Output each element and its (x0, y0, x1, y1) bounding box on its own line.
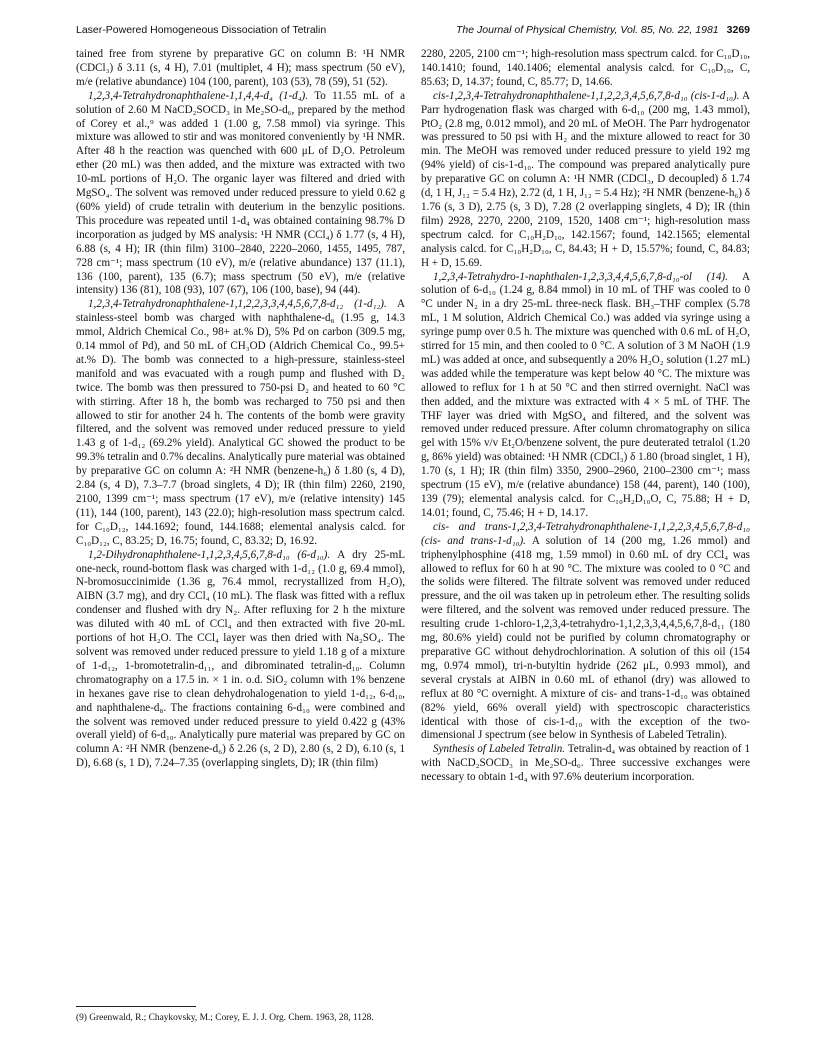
paragraph (76, 549, 405, 772)
footnote-rule (76, 1006, 196, 1007)
journal-citation (456, 24, 750, 36)
paragraph (76, 90, 405, 299)
paragraph-text: To 11.55 mL of a solution of 2.60 M NaCD₂SOCD₃ in Me₂SO-d₆, prepared by the method of Corey et al.,⁹ was added 1 (1.00 g, 7.58 mmol) via syringe. This mixture was allowed to stir and was monitored conveniently by ¹H NMR. After 48 h the reaction was quenched with 600 μL of D₂O. Petroleum ether (20 mL) was then added, and the mixture was extracted with two 10-mL portions of H₂O. The organic layer was filtered and dried with MgSO₄. The solvent was removed under reduced pressure to yield 0.62 g (60% yield) of crude tetralin with deuterium in the benzylic positions. This procedure was repeated until 1-d₄ was obtained containing 98.7% D incorporation as judged by MS analysis: ¹H NMR (CCl₄) δ 1.77 (s, 4 H), 6.88 (s, 4 H); IR (thin film) 3100–2840, 2220–2060, 1455, 1495, 787, 728 cm⁻¹; mass spectrum (10 eV), m/e (relative abundance) 137 (11.1), 136 (100, parent), 135 (6.7); mass spectrum (50 eV), m/e (relative intensity) 136 (81), 108 (93), 107 (67), 106 (100, base), 94 (44). (76, 89, 405, 297)
paragraph-text: 2280, 2205, 2100 cm⁻¹; high-resolution mass spectrum calcd. for C₁₀D₁₀, 140.1410; found, 140.1406; elemental analysis calcd. for C₁₀D₁₀, C, 85.63; D, 14.37; found, C, 85.77; D, 14.66. (421, 48, 750, 88)
paragraph-text: Tetralin-d₄ was obtained by reaction of 1 with NaCD₂SOCD₃ in Me₂SO-d₆. Three successive exchanges were necessary to obtain 1-d₄ with 97.6% deuterium incorporation. (421, 743, 751, 784)
footnote: (9) Greenwald, R.; Chaykovsky, M.; Corey, E. J. J. Org. Chem. 1963, 28, 1128. (76, 1013, 374, 1023)
right-column (421, 48, 750, 1008)
paragraph-title: cis-1,2,3,4-Tetrahydronaphthalene-1,1,2,2,3,4,5,6,7,8-d₁₀ (cis-1-d₁₀). (433, 89, 740, 102)
paragraph (76, 298, 405, 548)
paragraph (421, 271, 750, 521)
paragraph (421, 743, 750, 785)
paragraph-title: Synthesis of Labeled Tetralin. (433, 743, 566, 756)
running-title: Laser-Powered Homogeneous Dissociation of Tetralin (76, 24, 327, 36)
running-head (76, 24, 750, 40)
paragraph (421, 521, 750, 744)
paragraph-title: 1,2,3,4-Tetrahydronaphthalene-1,1,4,4-d₄ (1-d₄). (88, 89, 309, 102)
paragraph (421, 90, 750, 271)
paragraph-text: A solution of 6-d₁₀ (1.24 g, 8.84 mmol) in 10 mL of THF was cooled to 0 °C under N₂ in a dry 25-mL three-neck flask. BH₃–THF complex (5.78 mL, 1 M solution, Aldrich Chemical Co.) was added via syringe using a syringe pump over 0.5 h. The mixture was quenched with 0.6 mL of H₂O, stirred for 15 min, and then cooled to 0 °C. A solution of 3 M NaOH (1.9 mL) was added at once, and subsequently a 20% H₂O₂ solution (1.27 mL) was added while the temperature was kept below 40 °C. The mixture was allowed to reflux for 1 h at 50 °C and then stirred overnight. NaCl was then added, and the mixture was extracted with 4 × 5 mL of THF. The THF layer was dried with MgSO₄ and filtered, and the solvent was removed under reduced pressure. After column chromatography on silica gel with 15% v/v Et₂O/benzene solvent, the pure deuterated tetralol (1.20 g, 86% yield) was obtained: ¹H NMR (CDCl₃) δ 1.80 (broad singlet, 1 H), 1.70 (s, 1 H); IR (thin film) 3350, 2900–2960, 2100–2300 cm⁻¹; mass spectrum (15 eV), m/e (relative abundance) 158 (44, parent), 140 (100), 139 (79); elemental analysis calcd. for C₁₀H₂D₁₀O, C, 75.88; H + D, 14.01; found, C, 75.46; H + D, 14.17. (421, 270, 750, 519)
journal-name: The Journal of Physical Chemistry, Vol. 85, No. 22, 1981 (456, 24, 719, 36)
paragraph-text: A dry 25-mL one-neck, round-bottom flask was charged with 1-d₁₂ (1.0 g, 69.4 mmol), N-bromosuccinimide (1.36 g, 76.4 mmol, recrystallized from H₂O), AIBN (3.7 mg), and dry CCl₄ (10 mL). The flask was fitted with a reflux condenser and flushed with dry N₂. After refluxing for 2 h the mixture was diluted with 40 mL of CCl₄ and then extracted with five 20-mL portions of hot H₂O. The CCl₄ layer was then dried with Na₂SO₄. The solvent was removed under reduced pressure to yield 1.18 g of a mixture of 1-d₁₂, 1-bromotetralin-d₁₁, and dibrominated tetralin-d₁₀. Column chromatography on a 17.5 in. × 1 in. o.d. SiO₂ column with 1% benzene in hexanes gave rise to clean dehydrohalogenation to yield 1-d₁₂, 6-d₁₀, and naphthalene-d₈. The fractions containing 6-d₁₀ were combined and the solvent was removed under reduced pressure to yield 0.422 g (43% overall yield) of 6-d₁₀. Analytically pure material was prepared by GC on column A: ²H NMR (benzene-d₆) δ 2.26 (s, 2 D), 2.80 (s, 2 D), 6.10 (s, 1 D), 6.68 (s, 1 D), 7.24–7.35 (overlapping singlets, D); IR (thin film) (76, 548, 405, 770)
paragraph-text: A solution of 14 (200 mg, 1.26 mmol) and triphenylphosphine (418 mg, 1.59 mmol) in 0.60 mL of dry CCl₄ was allowed to reflux for 60 h at 90 °C. The mixture was cooled to 0 °C and the solids were filtered. The filtrate solvent was removed under reduced pressure, and the oil was taken up in petroleum ether. The resulting solids were filtered, and the solvent was removed under reduced pressure. The resulting crude 1-chloro-1,2,3,4-tetrahydro-1,1,2,3,3,4,4,5,6,7,8-d₁₁ (180 mg, 80.6% yield) could not be purified by column chromatography or preparative GC without dehydrochlorination. A solution of this oil (154 mg, 0.974 mmol), tri-n-butyltin hydride (262 μL, 0.993 mmol), and several crystals at AIBN in 0.60 mL of ethanol (dry) was allowed to reflux at 80 °C overnight. A mixture of cis- and trans-1-d₁₀ was obtained (82% yield, 66% overall yield) with spectroscopic characteristics identical with those of cis-1-d₁₀ with the exception of the two-dimensional J spectrum (see below in Synthesis of Labeled Tetralin). (421, 534, 750, 742)
page-number: 3269 (726, 24, 750, 36)
paragraph-text: tained free from styrene by preparative GC on column B: ¹H NMR (CDCl₃) δ 3.11 (s, 4 H), 7.01 (multiplet, 4 H); mass spectrum (50 eV), m/e (relative abundance) 104 (100, parent), 103 (53), 78 (59), 51 (52). (76, 48, 405, 88)
paragraph (76, 48, 405, 90)
left-column (76, 48, 405, 1000)
paragraph-text: A stainless-steel bomb was charged with naphthalene-d₈ (1.95 g, 14.3 mmol, Aldrich Chemical Co., 98+ at.% D), 5% Pd on carbon (309.5 mg, 0.14 mmol of Pd), and 50 mL of CH₃OD (Aldrich Chemical Co., 99.5+ at.% D). The bomb was connected to a high-pressure, stainless-steel manifold and was evacuated with a rough pump and flushed with D₂ twice. The bomb was then pressured to 750-psi D₂ and heated to 60 °C with stirring. After 18 h, the bomb was recharged to 750 psi and then allowed to stir for another 24 h. The contents of the bomb were gravity filtered, and the solvent was removed under reduced pressure to yield 1.43 g of 1-d₁₂ (69.2% yield). Analytical GC showed the product to be 99.3% tetralin and 0.7% decalins. Analytically pure material was obtained by preparative GC on column A: ²H NMR (benzene-h₆) δ 1.80 (s, 4 D), 2.84 (s, 4 D), 7.3–7.7 (broad singlets, 4 D); IR (thin film) 2260, 2190, 2100, 1399 cm⁻¹; mass spectrum (17 eV), m/e (relative intensity) 145 (11), 144 (100, parent), 143 (22.0); high-resolution mass spectrum calcd. for C₁₀D₁₂, 144.1692; found, 144.1688; elemental analysis calcd. for C₁₀D₁₂, C, 83.25; D, 16.75; found, C, 83.32; D, 16.92. (76, 298, 406, 547)
paragraph-title: 1,2,3,4-Tetrahydronaphthalene-1,1,2,2,3,3,4,4,5,6,7,8-d₁₂ (1-d₁₂). (88, 298, 387, 311)
paragraph-text: A Parr hydrogenation flask was charged with 6-d₁₀ (200 mg, 1.43 mmol), PtO₂ (2.8 mg, 0.012 mmol), and 20 mL of MeOH. The Parr hydrogenator was pressured to 50 psi with H₂ and the mixture allowed to react for 30 min. The MeOH was removed under reduced pressure to yield 192 mg (94% yield) of cis-1-d₁₀. The compound was prepared analytically pure by preparative GC on column A: ¹H NMR (CDCl₃, D decoupled) δ 1.74 (d, 1 H, J₁₂ = 5.4 Hz), 2.72 (d, 1 H, J₁₂ = 5.4 Hz); ²H NMR (benzene-h₆) δ 1.76 (s, 3 D), 2.75 (s, 3 D), 7.28 (2 overlapping singlets, 4 D); IR (thin film) 2928, 2270, 2200, 2109, 1520, 1408 cm⁻¹; high-resolution mass spectrum calcd. for C₁₀H₂D₁₀, 142.1567; found, 142.1565; elemental analysis calcd. for C₁₀H₂D₁₀, C, 84.43; H + D, 15.57%; found, C, 84.83; H + D, 15.69. (421, 89, 750, 269)
paragraph (421, 48, 750, 90)
paragraph-title: 1,2,3,4-Tetrahydro-1-naphthalen-1,2,3,3,4,4,5,6,7,8-d₁₀-ol (14). (433, 270, 728, 283)
paragraph-title: 1,2-Dihydronaphthalene-1,1,2,3,4,5,6,7,8-d₁₀ (6-d₁₀). (88, 548, 331, 561)
paragraph-title: cis- and trans-1,2,3,4-Tetrahydronaphthalene-1,1,2,2,3,4,5,6,7,8-d₁₀ (cis- and trans-1-d₁₀). (421, 520, 750, 547)
